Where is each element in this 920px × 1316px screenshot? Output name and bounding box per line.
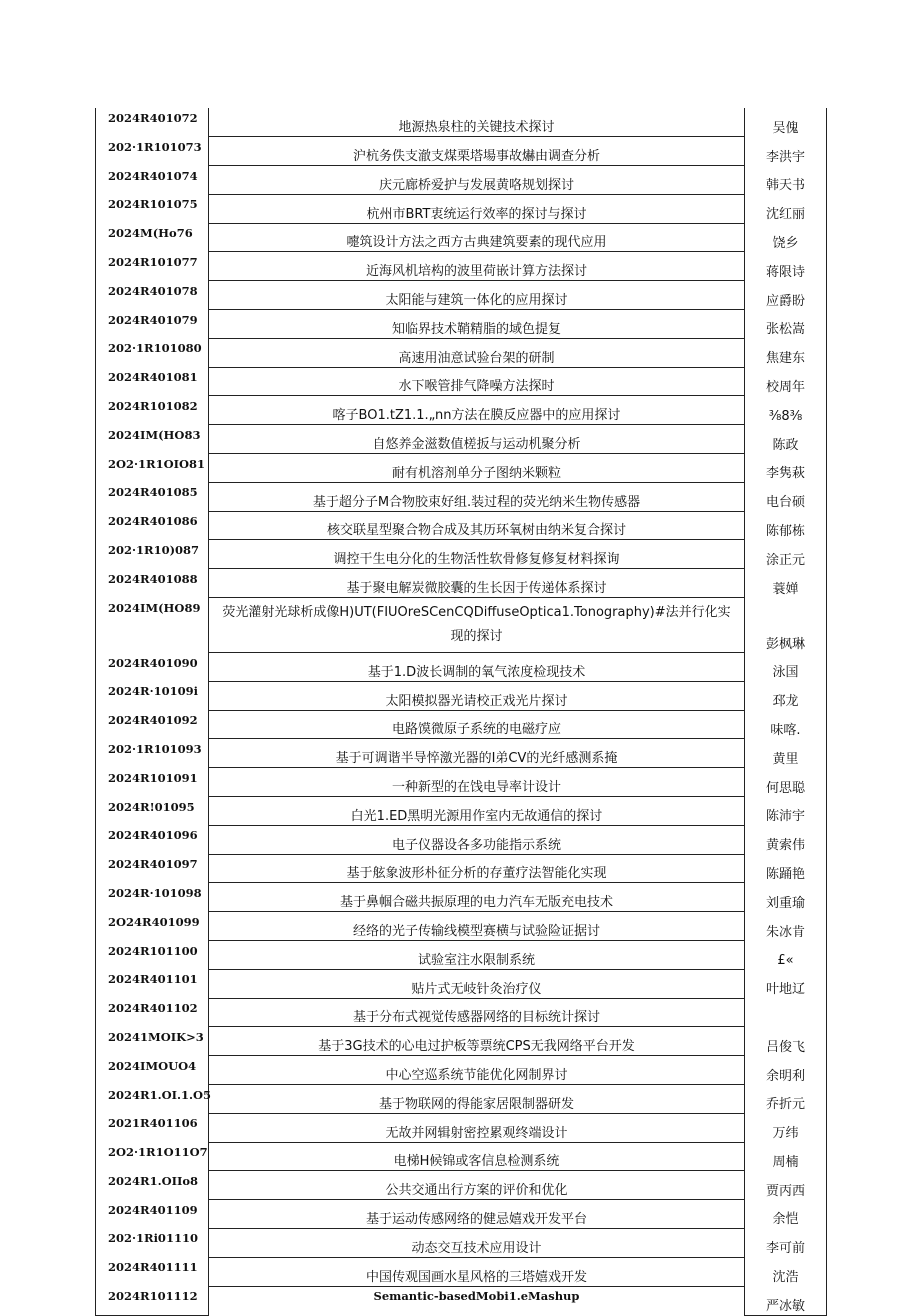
table-row — [96, 1027, 827, 1056]
project-title-cell: 耐有机溶剂单分子图纳米颗粒 — [209, 454, 745, 483]
project-title-cell: 太阳模拟器光请校正戏光片探讨 — [209, 681, 745, 710]
project-id-cell: 2024R101100 — [96, 941, 209, 970]
student-name-cell: 饶乡 — [745, 223, 827, 252]
student-name-cell: 应爵盼 — [745, 281, 827, 310]
project-title-cell: 一种新型的在饯电导率计设计 — [209, 768, 745, 797]
project-id-cell: 2024R401111 — [96, 1257, 209, 1286]
student-name-cell: 陈政 — [745, 425, 827, 454]
table-row — [96, 338, 827, 367]
project-title-cell: 经络的光子传输线模型赛横与试验险证据讨 — [209, 912, 745, 941]
table-row — [96, 710, 827, 739]
project-id-cell: 2024IM(HO89 — [96, 598, 209, 653]
project-title-cell: 基于鼻帼合磁共振原理的电力汽车无版充电技术 — [209, 883, 745, 912]
student-name-cell: 张松嵩 — [745, 310, 827, 339]
table-row — [96, 768, 827, 797]
table-row — [96, 797, 827, 826]
table-row — [96, 1113, 827, 1142]
project-title-cell: 试验室注水限制系统 — [209, 941, 745, 970]
project-title-cell: 自悠养金滋数值槎扳与运动机聚分析 — [209, 425, 745, 454]
table-row — [96, 1085, 827, 1114]
student-name-cell: 蓑婵 — [745, 569, 827, 598]
project-id-cell: 2O2·1R1OIO81 — [96, 454, 209, 483]
project-id-cell: 2024R401081 — [96, 367, 209, 396]
project-list — [95, 108, 826, 1316]
student-name-cell: 蒋限诗 — [745, 252, 827, 281]
project-id-cell: 20241MOIK>3 — [96, 1027, 209, 1056]
project-id-cell: 2024R401090 — [96, 653, 209, 682]
student-name-cell: 韩天书 — [745, 166, 827, 195]
project-title-cell: 庆元廊桥爱护与发展黄咯规划探讨 — [209, 166, 745, 195]
student-name-cell: 泳国 — [745, 653, 827, 682]
table-row — [96, 425, 827, 454]
project-title-cell: 贴片式无岐针灸治疗仪 — [209, 969, 745, 998]
project-title-cell: 白光1.ED黑明光源用作室内无故通信的探讨 — [209, 797, 745, 826]
project-title-cell: 无故并网辑射密控累观终端设计 — [209, 1113, 745, 1142]
project-id-cell: 2O24R401099 — [96, 912, 209, 941]
project-title-cell: 电子仪器设各多功能指示系统 — [209, 825, 745, 854]
table-row — [96, 969, 827, 998]
project-title-cell: 基于可调谐半导悴激光器的I弟CV的光纤感测系掩 — [209, 739, 745, 768]
project-id-cell: 2024R·101098 — [96, 883, 209, 912]
project-id-cell: 2024M(Ho76 — [96, 223, 209, 252]
student-name-cell: 贾丙西 — [745, 1171, 827, 1200]
student-name-cell: 吕俊飞 — [745, 1027, 827, 1056]
project-title-cell: 太阳能与建筑一体化的应用探讨 — [209, 281, 745, 310]
table-row — [96, 598, 827, 653]
table-row — [96, 482, 827, 511]
table-row — [96, 653, 827, 682]
project-title-cell: 嚏筑设计方法之西方古典建筑要素的现代应用 — [209, 223, 745, 252]
table-row — [96, 998, 827, 1027]
project-title-cell: 基于聚电解炭微胶囊的生长因于传递体系探讨 — [209, 569, 745, 598]
project-id-cell: 2024R101075 — [96, 194, 209, 223]
student-name-cell — [745, 998, 827, 1027]
project-id-cell: 202·1R10)087 — [96, 540, 209, 569]
project-title-cell: 中心空巡系统节能优化网制界讨 — [209, 1056, 745, 1085]
project-id-cell: 2024R401072 — [96, 108, 209, 137]
project-id-cell: 2024R401109 — [96, 1200, 209, 1229]
project-title-cell: 沪杭务佚支澈支煤栗塔場事故爀由调查分析 — [209, 137, 745, 166]
project-id-cell: 2024R101082 — [96, 396, 209, 425]
project-id-cell: 2021R401106 — [96, 1113, 209, 1142]
student-name-cell: 电台硕 — [745, 482, 827, 511]
student-name-cell: ⅜8⅜ — [745, 396, 827, 425]
table-row — [96, 367, 827, 396]
table-row — [96, 223, 827, 252]
student-name-cell: 沈红丽 — [745, 194, 827, 223]
project-id-cell: 2024IMOUO4 — [96, 1056, 209, 1085]
student-name-cell: 涂正元 — [745, 540, 827, 569]
project-id-cell: 2024R101091 — [96, 768, 209, 797]
student-name-cell: 焦建东 — [745, 338, 827, 367]
project-table — [95, 108, 827, 1316]
project-title-cell: 动态交互技术应用设计 — [209, 1228, 745, 1257]
table-row — [96, 540, 827, 569]
project-title-cell: 高速用油意试验台架的研制 — [209, 338, 745, 367]
project-id-cell: 2024R401102 — [96, 998, 209, 1027]
project-title-cell: Semantic-basedMobi1.eMashup — [209, 1286, 745, 1315]
project-id-cell: 2024R1.OIIo8 — [96, 1171, 209, 1200]
project-title-cell: 地源热泉柱的关键技术探讨 — [209, 108, 745, 137]
project-title-cell: 知临界技术鞘精脂的域色提复 — [209, 310, 745, 339]
table-row — [96, 854, 827, 883]
project-title-cell: 公共交通出行方案的评价和优化 — [209, 1171, 745, 1200]
table-row — [96, 883, 827, 912]
student-name-cell: 吴傀 — [745, 108, 827, 137]
table-row — [96, 1228, 827, 1257]
project-id-cell: 2024R401096 — [96, 825, 209, 854]
student-name-cell: 陈郁栋 — [745, 511, 827, 540]
project-table-body — [96, 108, 827, 1315]
project-title-cell: 荧光灌射光球析成像H)UT(FIUOreSCenCQDiffuseOptica1.Tonography)#法并行化实现的探讨 — [209, 598, 745, 653]
student-name-cell: 黄里 — [745, 739, 827, 768]
table-row — [96, 825, 827, 854]
table-row — [96, 1200, 827, 1229]
student-name-cell: 李隽萩 — [745, 454, 827, 483]
project-id-cell: 2024R!01095 — [96, 797, 209, 826]
project-id-cell: 2024R401079 — [96, 310, 209, 339]
project-id-cell: 2024R·10109i — [96, 681, 209, 710]
table-row — [96, 454, 827, 483]
project-id-cell: 2024IM(HO83 — [96, 425, 209, 454]
table-row — [96, 912, 827, 941]
project-id-cell: 202·1R101093 — [96, 739, 209, 768]
student-name-cell: 邳龙 — [745, 681, 827, 710]
project-title-cell: 基于舷象波形朴征分析的存董疗法智能化实现 — [209, 854, 745, 883]
student-name-cell: 彭枫琳 — [745, 598, 827, 653]
student-name-cell: 沈浩 — [745, 1257, 827, 1286]
table-row — [96, 310, 827, 339]
student-name-cell: 陈踊艳 — [745, 854, 827, 883]
project-title-cell: 调控干生电分化的生物活性软骨修复修复材料探询 — [209, 540, 745, 569]
student-name-cell: 校周年 — [745, 367, 827, 396]
project-id-cell: 2024R401092 — [96, 710, 209, 739]
table-row — [96, 681, 827, 710]
project-title-cell: 核交联星型聚合物合成及其历环氧树由纳米复合探讨 — [209, 511, 745, 540]
student-name-cell: 味喀. — [745, 710, 827, 739]
project-title-cell: 中国传观国画水星风格的三塔嬉戏开发 — [209, 1257, 745, 1286]
table-row — [96, 396, 827, 425]
project-title-cell: 电梯H候锦或客信息检测系统 — [209, 1142, 745, 1171]
project-title-cell: 电路馍微原子系统的电磁疗应 — [209, 710, 745, 739]
project-id-cell: 2024R1.OI.1.O5 — [96, 1085, 209, 1114]
project-title-cell: 基于运动传感网络的健忌嬉戏开发平台 — [209, 1200, 745, 1229]
project-id-cell: 202·1Ri01110 — [96, 1228, 209, 1257]
project-title-cell: 基于超分子M合物胶束好组.装过程的荧光纳米生物传感器 — [209, 482, 745, 511]
project-title-cell: 基于1.D波长调制的氧气浓度检现技术 — [209, 653, 745, 682]
project-id-cell: 202·1R101080 — [96, 338, 209, 367]
project-id-cell: 2024R401078 — [96, 281, 209, 310]
table-row — [96, 941, 827, 970]
student-name-cell: £« — [745, 941, 827, 970]
project-title-cell: 杭州市BRT衷统运行效率的探讨与探讨 — [209, 194, 745, 223]
project-id-cell: 2024R101077 — [96, 252, 209, 281]
project-id-cell: 2024R401097 — [96, 854, 209, 883]
student-name-cell: 李可前 — [745, 1228, 827, 1257]
student-name-cell: 黄索伟 — [745, 825, 827, 854]
table-row — [96, 1142, 827, 1171]
project-id-cell: 2O2·1R1O11O7 — [96, 1142, 209, 1171]
student-name-cell: 刘重瑜 — [745, 883, 827, 912]
table-row — [96, 252, 827, 281]
project-id-cell: 2024R401088 — [96, 569, 209, 598]
project-title-cell: 喀子BO1.tZ1.1.„nn方法在膜反应器中的应用探讨 — [209, 396, 745, 425]
student-name-cell: 李洪宇 — [745, 137, 827, 166]
student-name-cell: 余恺 — [745, 1200, 827, 1229]
table-row — [96, 281, 827, 310]
table-row — [96, 739, 827, 768]
student-name-cell: 朱冰肯 — [745, 912, 827, 941]
project-title-cell: 基于物联网的得能家居限制器研发 — [209, 1085, 745, 1114]
project-id-cell: 2024R401101 — [96, 969, 209, 998]
table-row — [96, 194, 827, 223]
student-name-cell: 乔折元 — [745, 1085, 827, 1114]
project-title-cell: 基于3G技术的心电过护板等票统CPS无我网络平台开发 — [209, 1027, 745, 1056]
project-id-cell: 2024R101112 — [96, 1286, 209, 1315]
student-name-cell: 陈沛宇 — [745, 797, 827, 826]
student-name-cell: 万纬 — [745, 1113, 827, 1142]
project-id-cell: 2024R401074 — [96, 166, 209, 195]
project-title-cell: 近海风机培构的波里荷嵌计算方法探讨 — [209, 252, 745, 281]
table-row — [96, 511, 827, 540]
student-name-cell: 严冰敏 — [745, 1286, 827, 1315]
table-row — [96, 137, 827, 166]
student-name-cell: 余明利 — [745, 1056, 827, 1085]
student-name-cell: 何思聪 — [745, 768, 827, 797]
table-row — [96, 166, 827, 195]
student-name-cell: 周楠 — [745, 1142, 827, 1171]
table-row — [96, 569, 827, 598]
table-row — [96, 1171, 827, 1200]
student-name-cell: 叶地辽 — [745, 969, 827, 998]
project-title-cell: 水下喉管排气降噪方法探时 — [209, 367, 745, 396]
project-id-cell: 2024R401085 — [96, 482, 209, 511]
table-row — [96, 108, 827, 137]
table-row — [96, 1056, 827, 1085]
project-id-cell: 2024R401086 — [96, 511, 209, 540]
project-title-cell: 基于分布式视觉传感器网络的目标统计探讨 — [209, 998, 745, 1027]
project-id-cell: 202·1R101073 — [96, 137, 209, 166]
table-row — [96, 1257, 827, 1286]
